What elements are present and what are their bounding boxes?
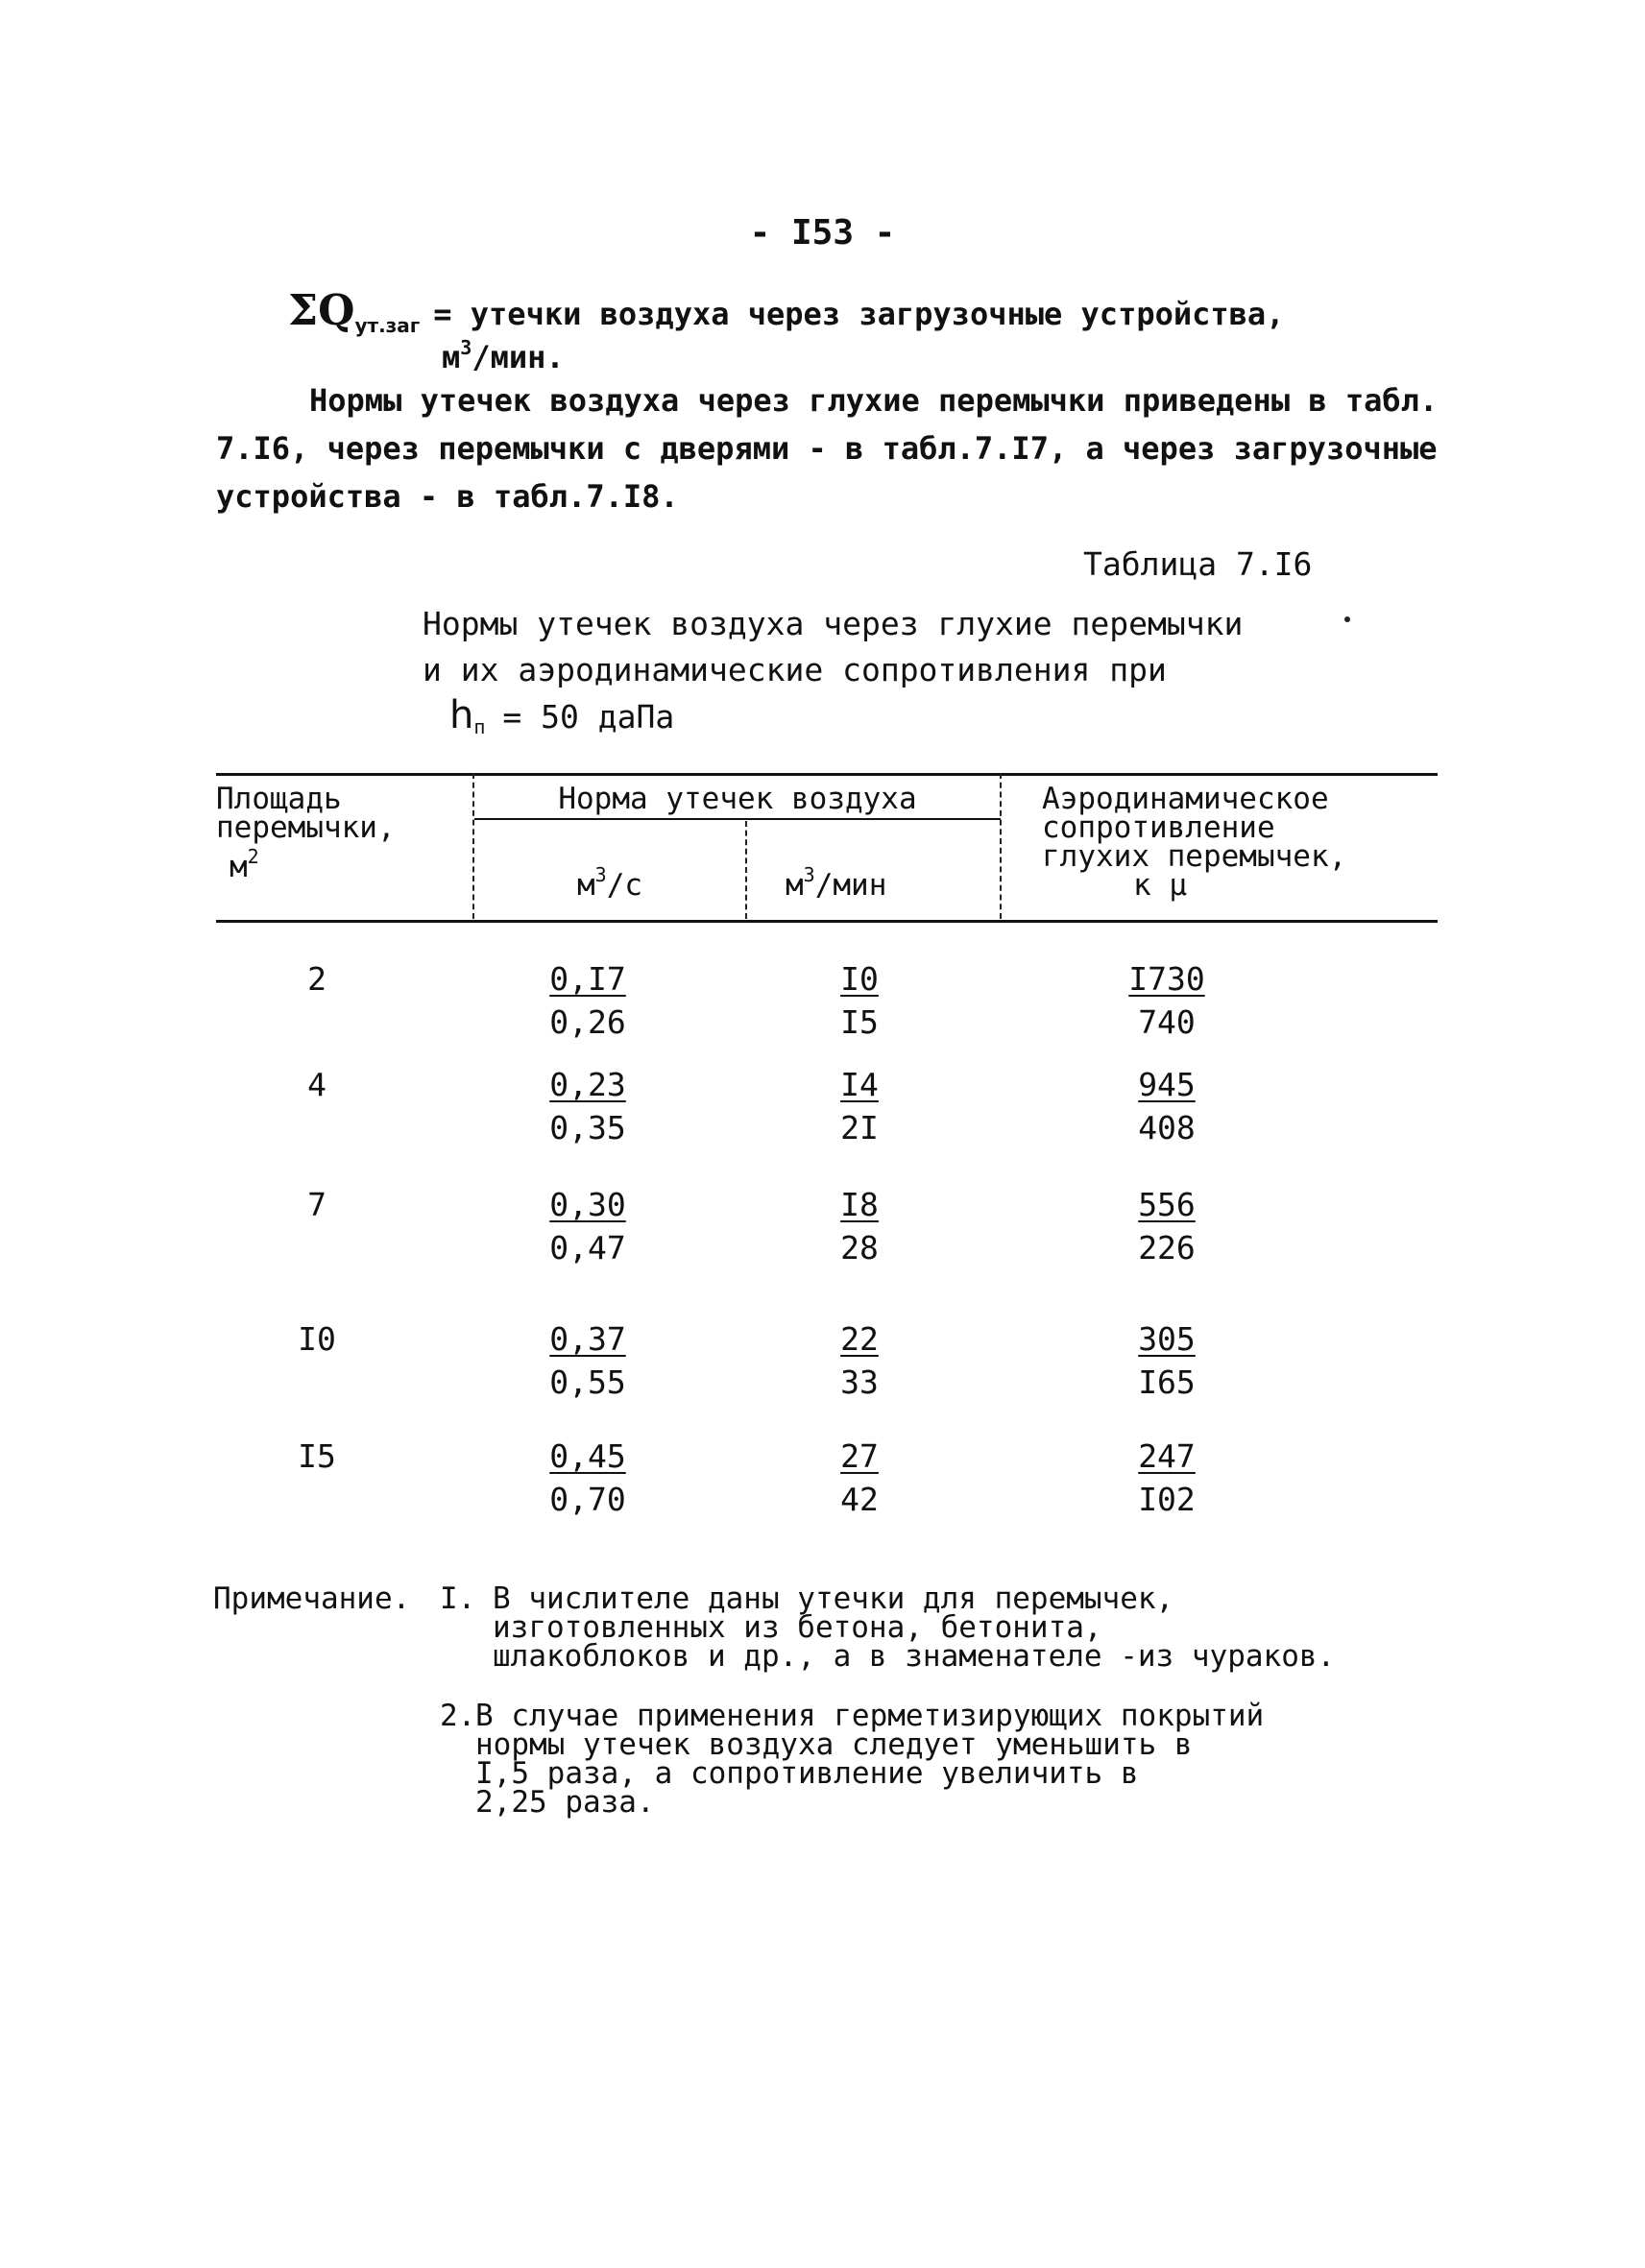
leak-group-underline bbox=[474, 818, 1001, 820]
note-1-line-1: В числителе даны утечки для перемычек, bbox=[493, 1581, 1174, 1616]
header-resistance-line-2: сопротивление bbox=[1042, 810, 1275, 845]
sum-subscript: ут.заг bbox=[354, 314, 421, 337]
cell-resistance-denominator: 740 bbox=[1138, 1003, 1196, 1041]
header-area-line-1: Площадь bbox=[216, 782, 342, 816]
m3min-rest: /мин bbox=[814, 868, 887, 903]
cell-m3s-numerator: 0,30 bbox=[549, 1186, 626, 1223]
m3s-base: м bbox=[576, 868, 595, 903]
note-2-line-4: 2,25 раза. bbox=[475, 1785, 655, 1820]
cell-m3s-denominator: 0,47 bbox=[549, 1229, 626, 1267]
paragraph-line-2: 7.I6, через перемычки с дверями - в табл.7.I7, а через загрузочные bbox=[216, 430, 1438, 467]
cell-area: 7 bbox=[307, 1186, 327, 1223]
sum-definition-text: = утечки воздуха через загрузочные устройства, bbox=[433, 296, 1285, 332]
cell-m3min-numerator: I8 bbox=[840, 1186, 879, 1223]
cell-m3min-denominator: 2I bbox=[840, 1109, 879, 1146]
cell-m3min-numerator: 27 bbox=[840, 1437, 879, 1475]
header-leak-group: Норма утечек воздуха bbox=[558, 782, 917, 816]
cell-m3s-numerator: 0,37 bbox=[549, 1320, 626, 1358]
table-header-bottom-rule bbox=[216, 920, 1438, 923]
cell-resistance-numerator: 556 bbox=[1138, 1186, 1196, 1223]
unit-rest: /мин. bbox=[472, 339, 565, 375]
m3min-base: м bbox=[786, 868, 804, 903]
cell-m3min-denominator: I5 bbox=[840, 1003, 879, 1041]
note-1-line-2: изготовленных из бетона, бетонита, bbox=[493, 1610, 1102, 1645]
note-1-text bbox=[493, 1581, 1336, 1674]
cell-resistance-numerator: 247 bbox=[1138, 1437, 1196, 1475]
note-2-line-1: В случае применения герметизирующих покрытий bbox=[475, 1699, 1265, 1733]
sum-symbol: ΣQ bbox=[288, 286, 355, 335]
sum-definition-line bbox=[288, 286, 1284, 337]
cell-resistance-denominator: I02 bbox=[1138, 1481, 1196, 1518]
header-area-line-2: перемычки, bbox=[216, 810, 396, 845]
area-unit-base: м bbox=[230, 850, 248, 884]
stray-dot-mark bbox=[1344, 616, 1350, 622]
header-resistance-line-4: к μ bbox=[1133, 868, 1187, 903]
cell-resistance-denominator: 408 bbox=[1138, 1109, 1196, 1146]
paragraph-line-3: устройства - в табл.7.I8. bbox=[216, 478, 679, 515]
note-1-marker: I. bbox=[440, 1581, 476, 1616]
cell-m3s-numerator: 0,45 bbox=[549, 1437, 626, 1475]
cell-m3s-denominator: 0,26 bbox=[549, 1003, 626, 1041]
area-unit-sup: 2 bbox=[247, 845, 259, 868]
table-label: Таблица 7.I6 bbox=[1083, 545, 1313, 583]
unit-base: м bbox=[442, 339, 461, 375]
note-2-line-2: нормы утечек воздуха следует уменьшить в bbox=[475, 1727, 1193, 1762]
cell-m3min-denominator: 28 bbox=[840, 1229, 879, 1267]
m3s-rest: /с bbox=[606, 868, 643, 903]
header-resistance-line-1: Аэродинамическое bbox=[1042, 782, 1329, 816]
cell-m3min-denominator: 42 bbox=[840, 1481, 879, 1518]
table-caption-line-3 bbox=[449, 693, 674, 738]
column-divider-2 bbox=[745, 821, 747, 919]
table-top-rule bbox=[216, 773, 1438, 776]
cell-area: 4 bbox=[307, 1066, 327, 1103]
note-2-text bbox=[475, 1699, 1265, 1820]
m3s-sup: 3 bbox=[594, 863, 607, 886]
cell-m3s-denominator: 0,55 bbox=[549, 1363, 626, 1401]
header-resistance-line-3: глухих перемычек, bbox=[1042, 839, 1347, 874]
page-number: - I53 - bbox=[749, 213, 896, 253]
cell-resistance-numerator: I730 bbox=[1128, 960, 1205, 998]
note-2-marker: 2. bbox=[440, 1699, 476, 1733]
hn-symbol: h bbox=[449, 693, 474, 737]
cell-m3min-numerator: I4 bbox=[840, 1066, 879, 1103]
header-resistance bbox=[1042, 782, 1347, 903]
pressure-value: = 50 даПа bbox=[502, 698, 675, 736]
sum-unit bbox=[442, 336, 565, 375]
cell-m3s-numerator: 0,23 bbox=[549, 1066, 626, 1103]
header-m3min bbox=[786, 860, 887, 903]
paragraph-line-1: Нормы утечек воздуха через глухие перемычки приведены в табл. bbox=[309, 382, 1439, 419]
header-area-unit bbox=[216, 842, 396, 884]
m3min-sup: 3 bbox=[803, 863, 815, 886]
cell-m3s-denominator: 0,35 bbox=[549, 1109, 626, 1146]
cell-m3s-denominator: 0,70 bbox=[549, 1481, 626, 1518]
cell-resistance-denominator: 226 bbox=[1138, 1229, 1196, 1267]
cell-resistance-numerator: 305 bbox=[1138, 1320, 1196, 1358]
table-caption-line-1: Нормы утечек воздуха через глухие перемычки bbox=[423, 605, 1244, 642]
cell-area: I5 bbox=[298, 1437, 336, 1475]
cell-resistance-numerator: 945 bbox=[1138, 1066, 1196, 1103]
cell-area: I0 bbox=[298, 1320, 336, 1358]
cell-m3min-denominator: 33 bbox=[840, 1363, 879, 1401]
table-caption-line-2: и их аэродинамические сопротивления при bbox=[423, 651, 1167, 688]
notes-label: Примечание. bbox=[213, 1581, 411, 1616]
cell-m3min-numerator: I0 bbox=[840, 960, 879, 998]
cell-resistance-denominator: I65 bbox=[1138, 1363, 1196, 1401]
header-m3s bbox=[474, 860, 745, 903]
unit-sup: 3 bbox=[460, 336, 472, 359]
note-2-line-3: I,5 раза, а сопротивление увеличить в bbox=[475, 1756, 1139, 1791]
cell-m3min-numerator: 22 bbox=[840, 1320, 879, 1358]
hn-subscript: п bbox=[473, 715, 486, 738]
cell-m3s-numerator: 0,I7 bbox=[549, 960, 626, 998]
cell-area: 2 bbox=[307, 960, 327, 998]
header-area bbox=[216, 782, 396, 884]
note-1-line-3: шлакоблоков и др., а в знаменателе -из чураков. bbox=[493, 1639, 1336, 1674]
